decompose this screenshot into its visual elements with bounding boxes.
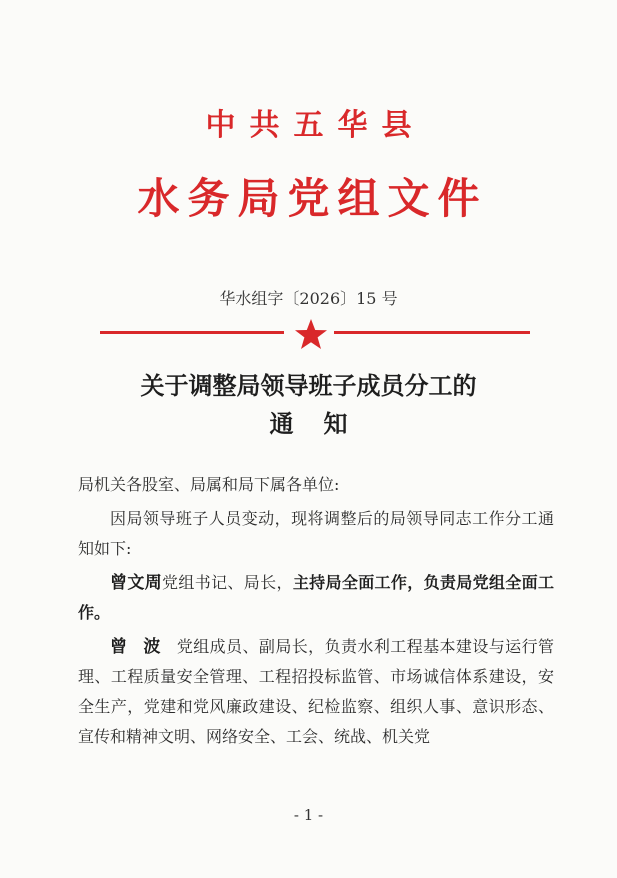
person-role: 党组书记、局长， xyxy=(162,573,293,592)
document-title-line2: 通知 xyxy=(269,409,378,438)
person-duties: 党组成员、副局长，负责水利工程基本建设与运行管理、工程质量安全管理、工程招投标监管、市场诚信体系建设，安全生产，党建和党风廉政建设、纪检监察、组织人事、意识形态、宣传和精神文明、网络安全、工会、统战、机关党 xyxy=(78,637,554,746)
addressee: 局机关各股室、局属和局下属各单位: xyxy=(78,475,340,494)
person-name: 曾波 xyxy=(110,637,177,657)
divider-line-left xyxy=(100,331,284,334)
person-duty: 负责局党组全面工作。 xyxy=(78,573,554,622)
issuing-org-line1: 中共五华县 xyxy=(205,108,426,143)
divider-line-right xyxy=(334,331,530,334)
issuing-org-line2: 水务局党组文件 xyxy=(137,174,488,223)
page-number: - 1 - xyxy=(293,806,324,824)
document-title-line1: 关于调整局领导班子成员分工的 xyxy=(140,371,477,400)
person-duty: 主持局全面工作， xyxy=(292,573,424,592)
assignment-item xyxy=(78,568,554,628)
person-name: 曾文周 xyxy=(110,573,163,593)
document-number: 华水组字〔2026〕15 号 xyxy=(219,289,398,308)
intro-paragraph: 因局领导班子人员变动，现将调整后的局领导同志工作分工通知如下: xyxy=(78,509,554,558)
assignment-item xyxy=(78,632,554,752)
document-body xyxy=(78,470,554,752)
red-divider xyxy=(100,318,530,350)
star-icon xyxy=(293,318,329,350)
